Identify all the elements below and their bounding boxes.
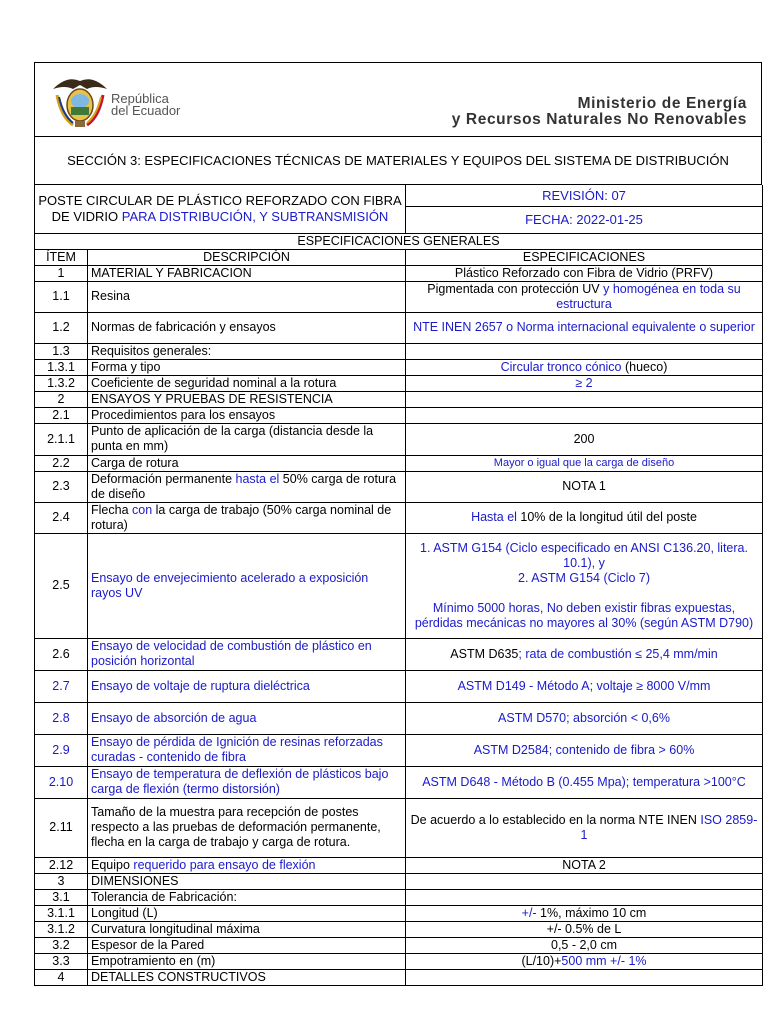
item-description: Tolerancia de Fabricación:: [88, 889, 406, 905]
col-spec-header: ESPECIFICACIONES: [406, 249, 763, 265]
item-description: DETALLES CONSTRUCTIVOS: [88, 969, 406, 985]
item-spec: ASTM D635; rata de combustión ≤ 25,4 mm/min: [406, 638, 763, 670]
item-number: 2.1.1: [35, 423, 88, 455]
item-spec: NOTA 1: [406, 471, 763, 502]
table-row: [35, 343, 763, 359]
item-description: Forma y tipo: [88, 359, 406, 375]
item-description: Requisitos generales:: [88, 343, 406, 359]
item-number: 2.10: [35, 766, 88, 798]
item-number: 2.12: [35, 857, 88, 873]
item-number: 1.3.2: [35, 375, 88, 391]
table-row: [35, 638, 763, 670]
item-description: Ensayo de pérdida de Ignición de resinas reforzadas curadas - contenido de fibra: [88, 734, 406, 766]
item-spec: +/- 0.5% de L: [406, 921, 763, 937]
item-number: 2.1: [35, 407, 88, 423]
item-description: ENSAYOS Y PRUEBAS DE RESISTENCIA: [88, 391, 406, 407]
item-number: 2.11: [35, 798, 88, 857]
item-number: 3: [35, 873, 88, 889]
item-spec: [406, 391, 763, 407]
table-row: [35, 921, 763, 937]
table-row: [35, 391, 763, 407]
item-description: MATERIAL Y FABRICACION: [88, 265, 406, 281]
item-description: Empotramiento en (m): [88, 953, 406, 969]
table-row: [35, 798, 763, 857]
specifications-table: [34, 185, 763, 986]
table-row: [35, 471, 763, 502]
table-row: [35, 734, 763, 766]
item-spec: Pigmentada con protección UV y homogénea en toda su estructura: [406, 281, 763, 312]
table-row: [35, 953, 763, 969]
item-spec: 1. ASTM G154 (Ciclo especificado en ANSI C136.20, litera. 10.1), y 2. ASTM G154 (Ciclo 7) Mínimo 5000 horas, No deben existir fibras expuestas, pérdidas mecánicas no mayores al 30% (según ASTM D790): [406, 533, 763, 638]
ministerio-title: Ministerio de Energía y Recursos Naturales No Renovables: [451, 95, 747, 128]
item-description: Tamaño de la muestra para recepción de postes respecto a las pruebas de deformación permanente, flecha en la carga de trabajo y carga de rotura.: [88, 798, 406, 857]
item-number: 3.1.1: [35, 905, 88, 921]
table-row: [35, 455, 763, 471]
item-number: 2.9: [35, 734, 88, 766]
table-row: [35, 766, 763, 798]
table-row: [35, 670, 763, 702]
item-number: 3.1.2: [35, 921, 88, 937]
item-description: Ensayo de temperatura de deflexión de plásticos bajo carga de flexión (termo distorsión): [88, 766, 406, 798]
item-number: 2.8: [35, 702, 88, 734]
item-number: 3.3: [35, 953, 88, 969]
table-row: [35, 281, 763, 312]
item-spec: [406, 343, 763, 359]
item-spec: ASTM D648 - Método B (0.455 Mpa); temperatura >100°C: [406, 766, 763, 798]
doc-title: POSTE CIRCULAR DE PLÁSTICO REFORZADO CON FIBRA DE VIDRIO PARA DISTRIBUCIÓN, Y SUBTRANSMISIÓN: [35, 185, 406, 233]
item-spec: Plástico Reforzado con Fibra de Vidrio (PRFV): [406, 265, 763, 281]
item-description: Ensayo de velocidad de combustión de plástico en posición horizontal: [88, 638, 406, 670]
col-item-header: ÍTEM: [35, 249, 88, 265]
item-spec: 200: [406, 423, 763, 455]
item-description: Normas de fabricación y ensayos: [88, 312, 406, 343]
table-row: [35, 857, 763, 873]
item-spec: ASTM D149 - Método A; voltaje ≥ 8000 V/mm: [406, 670, 763, 702]
revision-label: REVISIÓN: 07: [406, 185, 763, 206]
item-number: 2: [35, 391, 88, 407]
item-description: DIMENSIONES: [88, 873, 406, 889]
table-row: [35, 407, 763, 423]
item-spec: ≥ 2: [406, 375, 763, 391]
item-spec: 0,5 - 2,0 cm: [406, 937, 763, 953]
item-spec: De acuerdo a lo establecido en la norma NTE INEN ISO 2859-1: [406, 798, 763, 857]
table-row: [35, 423, 763, 455]
item-description: Carga de rotura: [88, 455, 406, 471]
item-spec: [406, 407, 763, 423]
item-number: 2.3: [35, 471, 88, 502]
item-number: 1.3: [35, 343, 88, 359]
republica-ecuador-wordmark: República del Ecuador: [111, 91, 181, 118]
col-desc-header: DESCRIPCIÓN: [88, 249, 406, 265]
item-description: Deformación permanente hasta el 50% carga de rotura de diseño: [88, 471, 406, 502]
item-spec: (L/10)+500 mm +/- 1%: [406, 953, 763, 969]
item-description: Punto de aplicación de la carga (distancia desde la punta en mm): [88, 423, 406, 455]
item-spec: +/- 1%, máximo 10 cm: [406, 905, 763, 921]
item-number: 2.5: [35, 533, 88, 638]
item-description: Curvatura longitudinal máxima: [88, 921, 406, 937]
item-spec: NTE INEN 2657 o Norma internacional equivalente o superior: [406, 312, 763, 343]
document-header: [34, 62, 762, 137]
table-row: [35, 533, 763, 638]
item-number: 4: [35, 969, 88, 985]
item-number: 2.7: [35, 670, 88, 702]
item-spec: ASTM D570; absorción < 0,6%: [406, 702, 763, 734]
fecha-label: FECHA: 2022-01-25: [406, 206, 763, 233]
ecuador-coat-of-arms-icon: [49, 71, 111, 131]
table-row: [35, 873, 763, 889]
item-spec: [406, 873, 763, 889]
table-row: [35, 359, 763, 375]
item-number: 1: [35, 265, 88, 281]
item-description: Procedimientos para los ensayos: [88, 407, 406, 423]
table-row: [35, 937, 763, 953]
item-spec: Circular tronco cónico (hueco): [406, 359, 763, 375]
item-description: Coeficiente de seguridad nominal a la rotura: [88, 375, 406, 391]
document-page: [34, 62, 762, 986]
section-title: SECCIÓN 3: ESPECIFICACIONES TÉCNICAS DE MATERIALES Y EQUIPOS DEL SISTEMA DE DISTRIBUCIÓN: [34, 137, 762, 185]
table-row: [35, 889, 763, 905]
item-description: Ensayo de envejecimiento acelerado a exposición rayos UV: [88, 533, 406, 638]
table-row: [35, 265, 763, 281]
item-spec: [406, 889, 763, 905]
item-description: Longitud (L): [88, 905, 406, 921]
item-description: Resina: [88, 281, 406, 312]
item-number: 3.2: [35, 937, 88, 953]
item-number: 3.1: [35, 889, 88, 905]
item-number: 2.6: [35, 638, 88, 670]
table-row: [35, 702, 763, 734]
item-spec: NOTA 2: [406, 857, 763, 873]
table-row: [35, 905, 763, 921]
table-row: [35, 502, 763, 533]
item-description: Ensayo de absorción de agua: [88, 702, 406, 734]
general-header: ESPECIFICACIONES GENERALES: [35, 233, 763, 249]
item-description: Ensayo de voltaje de ruptura dieléctrica: [88, 670, 406, 702]
item-spec: Mayor o igual que la carga de diseño: [406, 455, 763, 471]
item-number: 1.1: [35, 281, 88, 312]
item-spec: ASTM D2584; contenido de fibra > 60%: [406, 734, 763, 766]
item-number: 2.2: [35, 455, 88, 471]
table-row: [35, 969, 763, 985]
item-spec: Hasta el 10% de la longitud útil del poste: [406, 502, 763, 533]
item-spec: [406, 969, 763, 985]
item-description: Equipo requerido para ensayo de flexión: [88, 857, 406, 873]
item-number: 1.2: [35, 312, 88, 343]
table-row: [35, 375, 763, 391]
item-description: Flecha con la carga de trabajo (50% carga nominal de rotura): [88, 502, 406, 533]
item-description: Espesor de la Pared: [88, 937, 406, 953]
table-row: [35, 312, 763, 343]
item-number: 1.3.1: [35, 359, 88, 375]
item-number: 2.4: [35, 502, 88, 533]
